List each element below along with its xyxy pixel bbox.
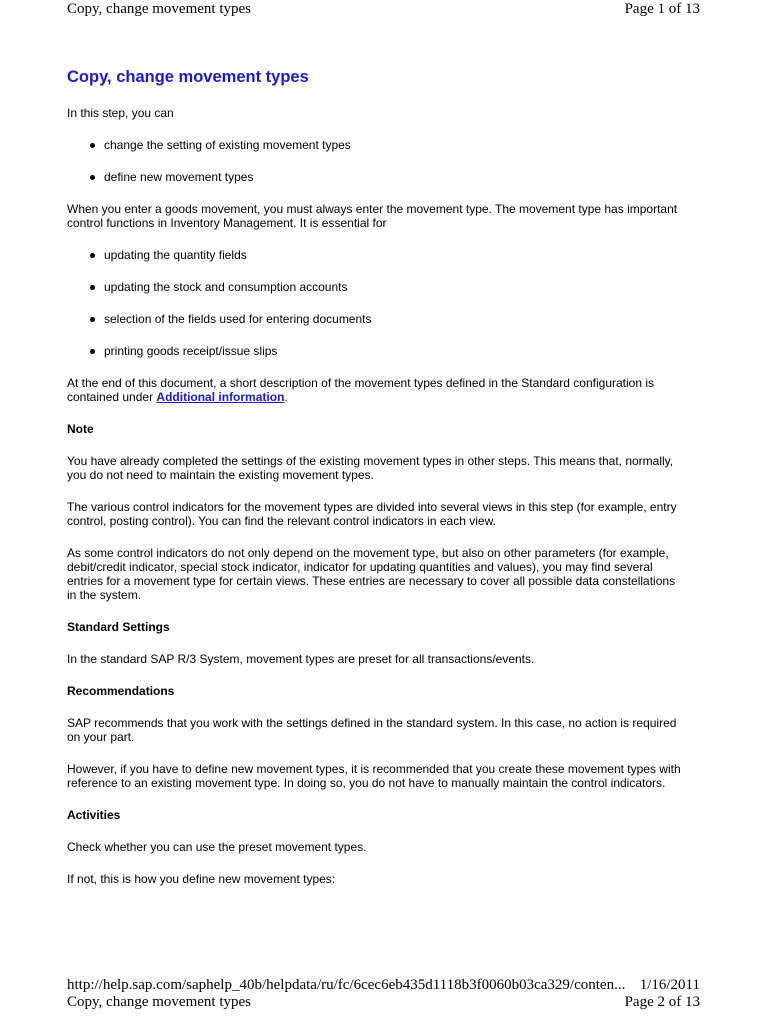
recommendations-paragraph-1: SAP recommends that you work with the settings defined in the standard system. In this case, no action is required on your part. [67,716,677,744]
list-item [67,344,687,358]
activities-heading: Activities [67,808,121,822]
standard-settings-heading: Standard Settings [67,620,170,634]
movement-type-paragraph: When you enter a goods movement, you must always enter the movement type. The movement type has important control functions in Inventory Management. It is essential for [67,202,678,230]
page-footer-url [67,977,700,994]
bullet-icon [90,285,95,290]
list-item [67,170,687,184]
header-page-number: Page 1 of 13 [624,1,700,17]
standard-settings-paragraph: In the standard SAP R/3 System, movement types are preset for all transactions/events. [67,652,535,666]
bullet-icon [90,253,95,258]
list-item-text: printing goods receipt/issue slips [104,344,278,358]
activities-paragraph-2: If not, this is how you define new movement types: [67,872,336,886]
footer-url: http://help.sap.com/saphelp_40b/helpdata/ru/fc/6cec6eb435d1118b3f0060b03ca329/conten... [67,977,626,993]
paragraph-text: At the end of this document, a short description of the movement types defined in the Standard configuration is contained under [67,376,655,404]
list-item [67,312,687,326]
list-item-text: updating the quantity fields [104,248,247,262]
footer-page-number: Page 2 of 13 [624,994,700,1010]
next-page-header [67,994,700,1011]
bullet-icon [90,317,95,322]
capabilities-list [67,138,687,184]
essential-list [67,248,687,358]
note-paragraph-1: You have already completed the settings of the existing movement types in other steps. This means that, normally, you do not need to maintain the existing movement types. [67,454,674,482]
footer-title: Copy, change movement types [67,994,251,1010]
list-item-text: change the setting of existing movement types [104,138,351,152]
bullet-icon [90,175,95,180]
list-item-text: define new movement types [104,170,254,184]
additional-info-paragraph [67,376,687,404]
list-item [67,280,687,294]
note-heading: Note [67,422,94,436]
list-item [67,248,687,262]
recommendations-paragraph-2: However, if you have to define new movement types, it is recommended that you create these movement types with reference to an existing movement type. In doing so, you do not have to manually maintain the control indicators. [67,762,681,790]
recommendations-heading: Recommendations [67,684,175,698]
list-item-text: selection of the fields used for entering documents [104,312,372,326]
additional-information-link[interactable]: Additional information [156,390,285,404]
footer-date: 1/16/2011 [639,977,700,993]
page-title: Copy, change movement types [67,68,309,86]
list-item [67,138,687,152]
bullet-icon [90,349,95,354]
activities-paragraph-1: Check whether you can use the preset movement types. [67,840,367,854]
bullet-icon [90,143,95,148]
list-item-text: updating the stock and consumption accounts [104,280,348,294]
note-paragraph-3: As some control indicators do not only depend on the movement type, but also on other parameters (for example, debit/credit indicator, special stock indicator, indicator for updating quantities and values), you may find several entries for a movement type for certain views. These entries are necessary to cover all possible data constellations in the system. [67,546,676,602]
page-header [67,1,700,18]
header-title: Copy, change movement types [67,1,251,17]
paragraph-text: . [284,390,288,404]
note-paragraph-2: The various control indicators for the movement types are divided into several views in this step (for example, entry control, posting control). You can find the relevant control indicators in each view. [67,500,677,528]
intro-text: In this step, you can [67,106,174,120]
document-body [67,66,687,904]
